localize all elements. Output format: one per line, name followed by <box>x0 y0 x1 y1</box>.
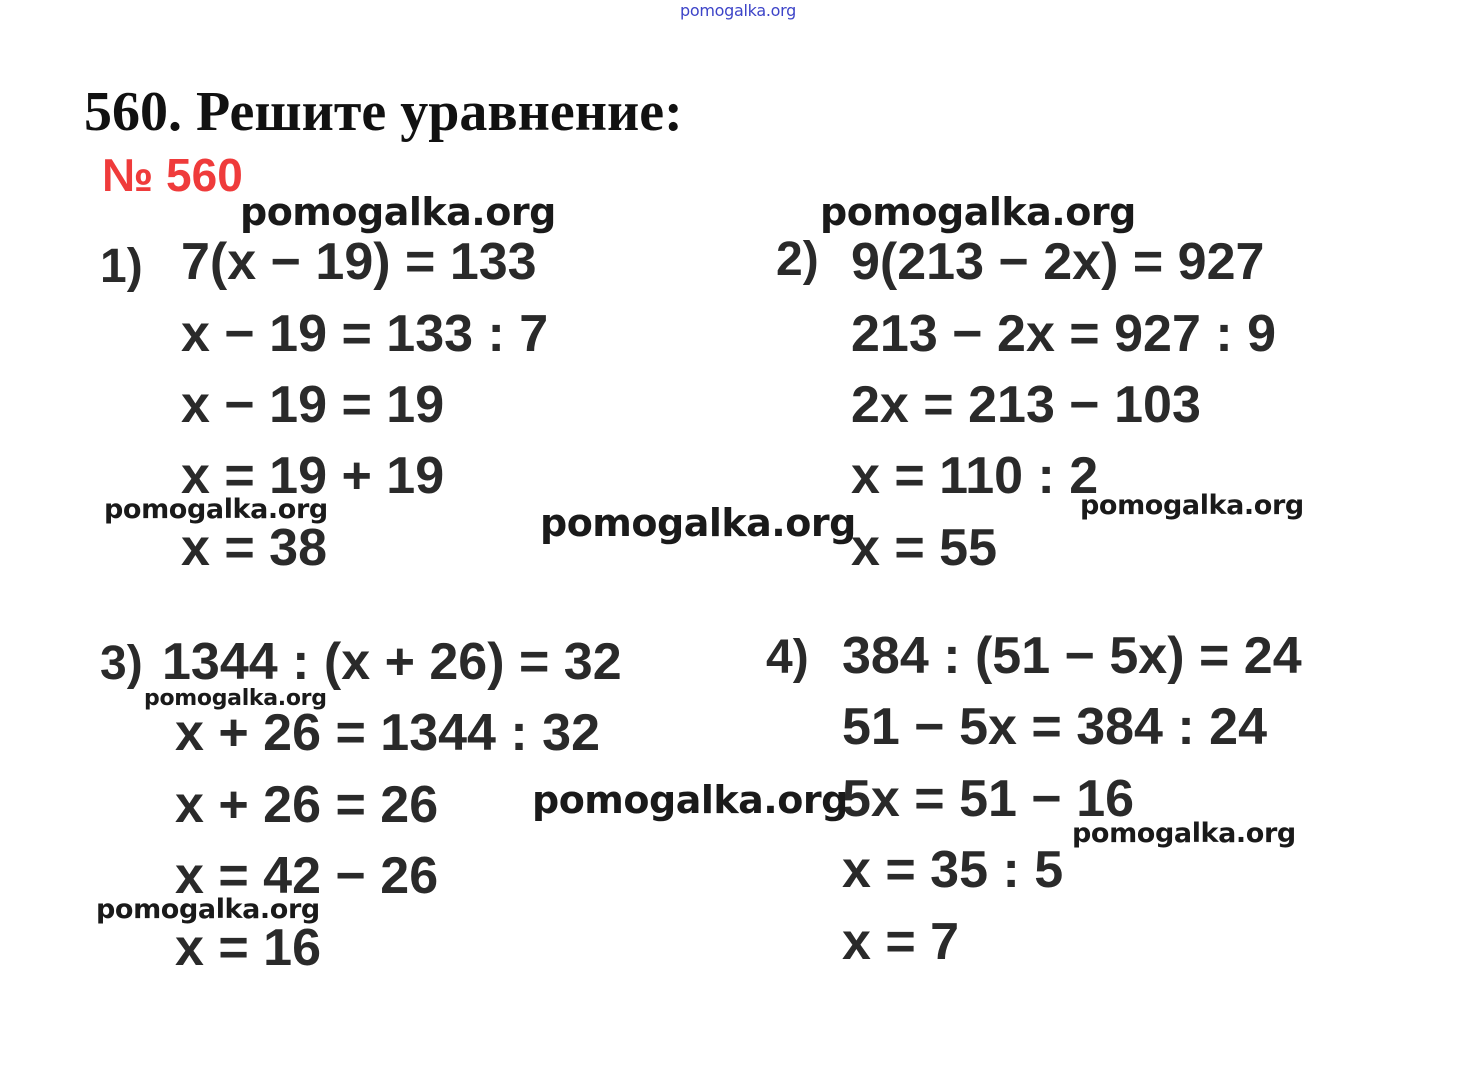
watermark: pomogalka.org <box>532 778 848 822</box>
watermark: pomogalka.org <box>1072 818 1296 849</box>
problem-4-line-1: 384 : (51 − 5x) = 24 <box>842 627 1302 685</box>
page-title: 560. Решите уравнение: <box>84 81 683 143</box>
problem-1-line-3: x − 19 = 19 <box>181 376 445 434</box>
problem-3-line-5: x = 16 <box>175 919 322 977</box>
problem-1-line-5: x = 38 <box>181 519 328 577</box>
problem-3-line-3: x + 26 = 26 <box>175 776 439 834</box>
problem-3-label: 3) <box>100 637 143 690</box>
top-watermark: pomogalka.org <box>680 1 796 20</box>
watermark: pomogalka.org <box>240 190 556 234</box>
problem-2-label: 2) <box>776 233 819 286</box>
task-number: № 560 <box>102 149 243 201</box>
problem-1-line-2: x − 19 = 133 : 7 <box>181 305 549 363</box>
problem-3-line-4: x = 42 − 26 <box>175 847 439 905</box>
problem-2-line-2: 213 − 2x = 927 : 9 <box>851 305 1277 363</box>
problem-2-line-1: 9(213 − 2x) = 927 <box>851 233 1265 291</box>
problem-1-line-1: 7(x − 19) = 133 <box>181 233 537 291</box>
problem-2-line-3: 2x = 213 − 103 <box>851 376 1201 434</box>
problem-4-line-5: x = 7 <box>842 913 960 971</box>
problem-4-line-3: 5x = 51 − 16 <box>842 770 1135 828</box>
watermark: pomogalka.org <box>540 501 856 545</box>
problem-4-line-4: x = 35 : 5 <box>842 841 1064 899</box>
problem-2-line-5: x = 55 <box>851 519 998 577</box>
watermark: pomogalka.org <box>1080 490 1304 521</box>
problem-1-line-4: x = 19 + 19 <box>181 447 445 505</box>
problem-1-label: 1) <box>100 240 143 293</box>
watermark: pomogalka.org <box>144 686 327 711</box>
problem-2-line-4: x = 110 : 2 <box>851 447 1099 505</box>
watermark: pomogalka.org <box>96 894 320 925</box>
problem-4-line-2: 51 − 5x = 384 : 24 <box>842 698 1268 756</box>
watermark: pomogalka.org <box>820 190 1136 234</box>
problem-4-label: 4) <box>766 631 809 684</box>
problem-3-line-1: 1344 : (x + 26) = 32 <box>162 633 622 691</box>
problem-3-line-2: x + 26 = 1344 : 32 <box>175 704 601 762</box>
watermark: pomogalka.org <box>104 494 328 525</box>
